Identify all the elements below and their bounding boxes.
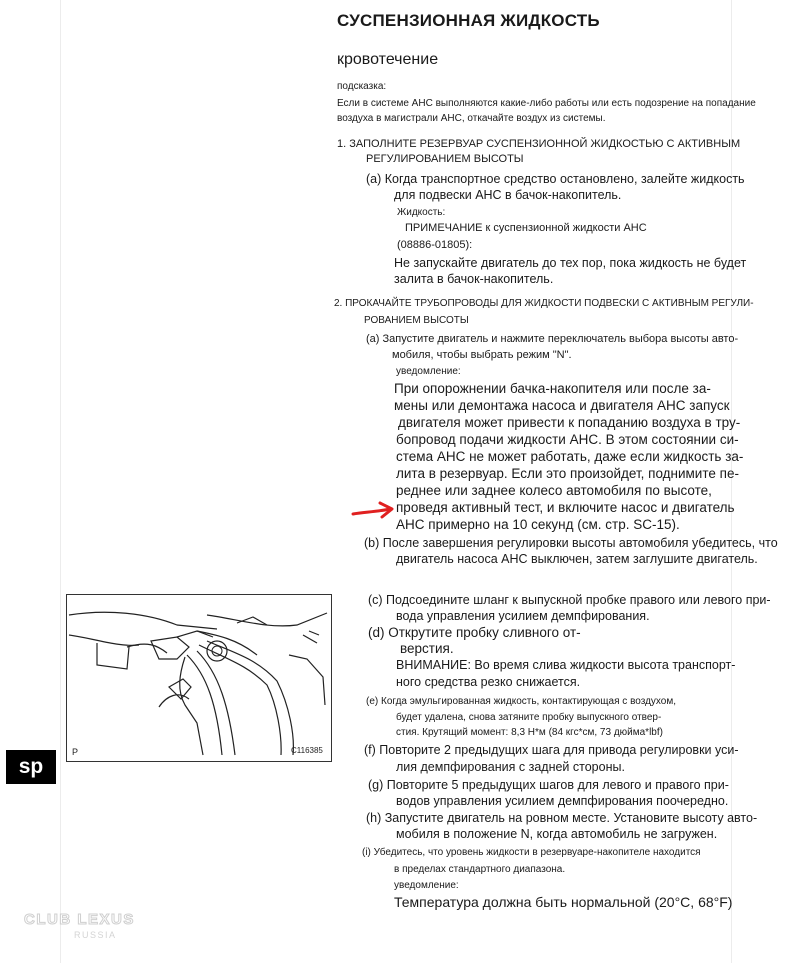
sp-badge: sp — [6, 750, 56, 784]
page-subtitle: кровотечение — [337, 51, 439, 68]
notice2-label: уведомление: — [394, 880, 459, 891]
page-title: СУСПЕНЗИОННАЯ ЖИДКОСТЬ — [337, 11, 600, 30]
step2-h: (h) Запустите двигатель на ровном месте. Установите высоту авто- — [366, 811, 758, 825]
illustration-figure — [66, 594, 332, 762]
notice-line: стема АНС не может работать, даже если жидкость за- — [396, 449, 744, 464]
step2-i: (i) Убедитесь, что уровень жидкости в резервуаре-накопителе находится — [362, 847, 701, 858]
step2-h: мобиля в положение N, когда автомобиль не загружен. — [396, 827, 718, 841]
step2-f: лия демпфирования с задней стороны. — [396, 760, 625, 774]
step1-a: (a) Когда транспортное средство остановлено, залейте жидкость — [366, 172, 745, 186]
step1-a: для подвески АНС в бачок-накопитель. — [394, 188, 622, 202]
notice-line: лита в резервуар. Если это произойдет, поднимите пе- — [396, 466, 739, 481]
fluid-label: Жидкость: — [397, 207, 446, 218]
step2-a: (a) Запустите двигатель и нажмите переключатель выбора высоты авто- — [366, 333, 739, 345]
attention: ВНИМАНИЕ: Во время слива жидкости высота транспорт- — [396, 658, 736, 672]
watermark-line2: RUSSIA — [74, 930, 117, 940]
notice2-text: Температура должна быть нормальной (20°C, 68°F) — [394, 894, 733, 910]
notice-line: мены или демонтажа насоса и двигателя АНС запуск — [394, 398, 730, 413]
notice-line: проведя активный тест, и включите насос и двигатель — [396, 500, 735, 515]
notice-line: бопровод подачи жидкости АНС. В этом состоянии си- — [396, 432, 739, 447]
step2-i: в пределах стандартного диапазона. — [394, 864, 566, 875]
step2-e: (e) Когда эмульгированная жидкость, контактирующая с воздухом, — [366, 696, 677, 707]
hint-label: подсказка: — [337, 81, 387, 92]
notice-line: АНС примерно на 10 секунд (см. стр. SC-15). — [396, 517, 680, 532]
step1-heading: РЕГУЛИРОВАНИЕМ ВЫСОТЫ — [366, 153, 524, 165]
notice-line: реднее или заднее колесо автомобиля по высоте, — [396, 483, 712, 498]
step2-f: (f) Повторите 2 предыдущих шага для привода регулировки уси- — [364, 743, 739, 757]
drain-plug-illustration — [67, 595, 331, 761]
step2-e: будет удалена, снова затяните пробку выпускного отвер- — [396, 712, 662, 723]
red-arrow-icon — [350, 500, 396, 524]
fluid-code: (08886-01805): — [397, 239, 473, 251]
step2-d: верстия. — [400, 641, 454, 656]
step2-d: (d) Открутите пробку сливного от- — [368, 625, 581, 640]
watermark-line1: CLUB LEXUS — [24, 911, 135, 928]
step2-a: мобиля, чтобы выбрать режим "N". — [392, 349, 572, 361]
step2-c: (c) Подсоедините шланг к выпускной пробке правого или левого при- — [368, 593, 771, 607]
step2-g: водов управления усилием демпфирования поочередно. — [396, 794, 729, 808]
step1-heading: 1. ЗАПОЛНИТЕ РЕЗЕРВУАР СУСПЕНЗИОННОЙ ЖИДКОСТЬЮ С АКТИВНЫМ — [337, 138, 741, 150]
step2-heading: РОВАНИЕМ ВЫСОТЫ — [364, 315, 469, 326]
step2-g: (g) Повторите 5 предыдущих шагов для левого и правого при- — [368, 778, 729, 792]
figure-code: C116385 — [291, 746, 323, 755]
hint-text: воздуха в магистрали АНС, откачайте воздух из системы. — [337, 113, 606, 124]
step1-note: Не запускайте двигатель до тех пор, пока жидкость не будет — [394, 256, 747, 270]
step2-e: стия. Крутящий момент: 8,3 Н*м (84 кгс*см, 73 дюйма*lbf) — [396, 727, 663, 738]
step1-note: залита в бачок-накопитель. — [394, 272, 554, 286]
figure-corner-label: P — [72, 747, 79, 757]
hint-text: Если в системе АНС выполняются какие-либо работы или есть подозрение на попадание — [337, 98, 756, 109]
step2-b: (b) После завершения регулировки высоты автомобиля убедитесь, что — [364, 536, 778, 550]
attention: ного средства резко снижается. — [396, 675, 581, 689]
notice-line: двигателя может привести к попаданию воздуха в тру- — [398, 415, 741, 430]
step2-heading: 2. ПРОКАЧАЙТЕ ТРУБОПРОВОДЫ ДЛЯ ЖИДКОСТИ ПОДВЕСКИ С АКТИВНЫМ РЕГУЛИ- — [334, 298, 754, 309]
club-lexus-watermark-logo — [22, 910, 182, 946]
notice-line: При опорожнении бачка-накопителя или после за- — [394, 381, 711, 396]
step2-c: вода управления усилием демпфирования. — [396, 609, 650, 623]
notice-label: уведомление: — [396, 366, 461, 377]
step2-b: двигатель насоса АНС выключен, затем заглушите двигатель. — [396, 552, 758, 566]
fluid-spec: ПРИМЕЧАНИЕ к суспензионной жидкости АНС — [405, 222, 647, 234]
